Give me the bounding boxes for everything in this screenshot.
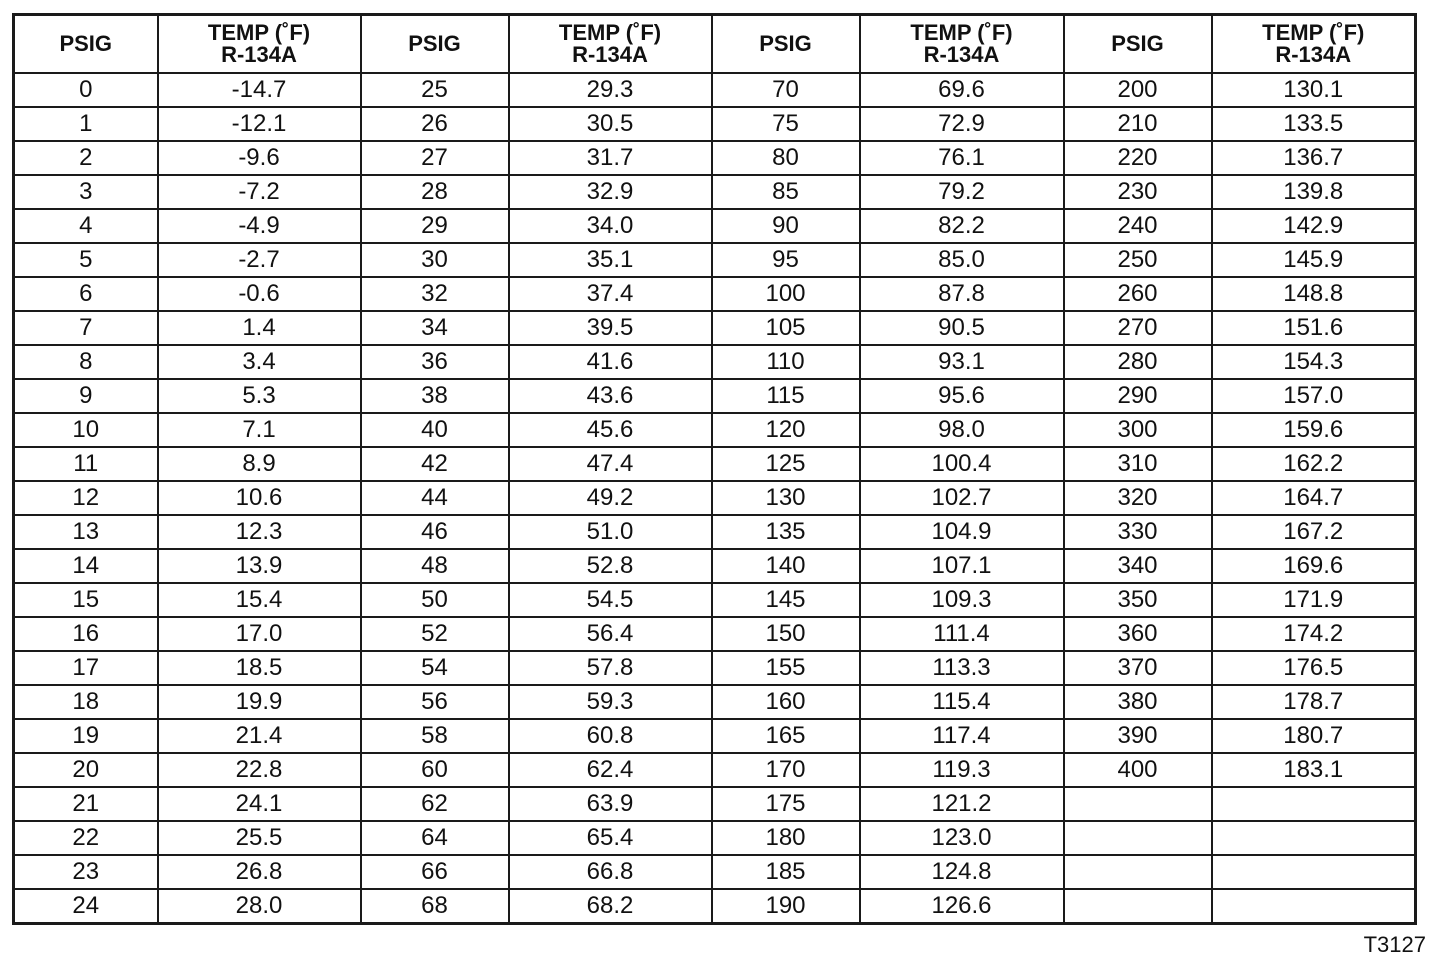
psig-cell: 95 <box>712 243 860 277</box>
psig-cell: 75 <box>712 107 860 141</box>
psig-cell: 165 <box>712 719 860 753</box>
temp-cell: 18.5 <box>158 651 361 685</box>
psig-cell: 38 <box>361 379 509 413</box>
temp-cell: 41.6 <box>509 345 712 379</box>
psig-cell: 62 <box>361 787 509 821</box>
temp-cell: 26.8 <box>158 855 361 889</box>
temp-cell: 133.5 <box>1212 107 1416 141</box>
temp-cell: 76.1 <box>860 141 1064 175</box>
temp-cell: 159.6 <box>1212 413 1416 447</box>
temp-cell: 130.1 <box>1212 73 1416 107</box>
pressure-temperature-table <box>12 13 1417 925</box>
psig-cell: 320 <box>1064 481 1212 515</box>
temp-cell: 45.6 <box>509 413 712 447</box>
psig-cell: 25 <box>361 73 509 107</box>
temp-cell: 115.4 <box>860 685 1064 719</box>
table-row <box>14 345 1416 379</box>
psig-cell: 20 <box>14 753 158 787</box>
temp-cell: 69.6 <box>860 73 1064 107</box>
psig-cell: 200 <box>1064 73 1212 107</box>
temp-cell: 22.8 <box>158 753 361 787</box>
temp-cell: 24.1 <box>158 787 361 821</box>
temp-cell: 171.9 <box>1212 583 1416 617</box>
temp-cell: 95.6 <box>860 379 1064 413</box>
table-row <box>14 73 1416 107</box>
temp-cell <box>1212 889 1416 924</box>
temp-cell: 32.9 <box>509 175 712 209</box>
temp-cell <box>1212 821 1416 855</box>
psig-cell: 50 <box>361 583 509 617</box>
temp-cell: 68.2 <box>509 889 712 924</box>
psig-cell: 160 <box>712 685 860 719</box>
temp-cell: 17.0 <box>158 617 361 651</box>
psig-cell: 170 <box>712 753 860 787</box>
psig-cell <box>1064 855 1212 889</box>
temp-cell: 28.0 <box>158 889 361 924</box>
temp-cell: 52.8 <box>509 549 712 583</box>
psig-cell: 66 <box>361 855 509 889</box>
temp-cell: 51.0 <box>509 515 712 549</box>
temp-header: TEMP (˚F) R-134A <box>1212 15 1416 74</box>
psig-cell: 4 <box>14 209 158 243</box>
psig-cell: 44 <box>361 481 509 515</box>
temp-cell: 37.4 <box>509 277 712 311</box>
psig-cell: 90 <box>712 209 860 243</box>
table-row <box>14 719 1416 753</box>
temp-cell: 5.3 <box>158 379 361 413</box>
temp-cell: 174.2 <box>1212 617 1416 651</box>
table-row <box>14 175 1416 209</box>
psig-cell: 21 <box>14 787 158 821</box>
temp-cell: 39.5 <box>509 311 712 345</box>
table-row <box>14 549 1416 583</box>
psig-cell: 40 <box>361 413 509 447</box>
psig-cell: 9 <box>14 379 158 413</box>
temp-header: TEMP (˚F) R-134A <box>509 15 712 74</box>
temp-cell: 34.0 <box>509 209 712 243</box>
psig-cell: 68 <box>361 889 509 924</box>
psig-header: PSIG <box>712 15 860 74</box>
psig-cell: 110 <box>712 345 860 379</box>
temp-cell: 93.1 <box>860 345 1064 379</box>
table-row <box>14 141 1416 175</box>
temp-cell: 10.6 <box>158 481 361 515</box>
temp-cell: 162.2 <box>1212 447 1416 481</box>
table-row <box>14 515 1416 549</box>
psig-cell: 105 <box>712 311 860 345</box>
psig-cell: 12 <box>14 481 158 515</box>
temp-cell: 117.4 <box>860 719 1064 753</box>
psig-cell: 64 <box>361 821 509 855</box>
psig-header: PSIG <box>361 15 509 74</box>
psig-cell: 310 <box>1064 447 1212 481</box>
psig-cell: 16 <box>14 617 158 651</box>
table-row <box>14 651 1416 685</box>
psig-cell: 18 <box>14 685 158 719</box>
figure-id-label: T3127 <box>1363 932 1426 957</box>
psig-cell: 130 <box>712 481 860 515</box>
table-row <box>14 685 1416 719</box>
psig-cell: 28 <box>361 175 509 209</box>
temp-cell: 107.1 <box>860 549 1064 583</box>
psig-cell: 380 <box>1064 685 1212 719</box>
table-body <box>14 73 1416 924</box>
temp-cell: 151.6 <box>1212 311 1416 345</box>
psig-cell: 60 <box>361 753 509 787</box>
psig-cell: 210 <box>1064 107 1212 141</box>
table-row <box>14 447 1416 481</box>
temp-cell: 30.5 <box>509 107 712 141</box>
temp-cell: 49.2 <box>509 481 712 515</box>
psig-cell: 46 <box>361 515 509 549</box>
temp-cell: -7.2 <box>158 175 361 209</box>
temp-cell: 102.7 <box>860 481 1064 515</box>
temp-cell: 124.8 <box>860 855 1064 889</box>
temp-cell: 31.7 <box>509 141 712 175</box>
table-row <box>14 107 1416 141</box>
table-row <box>14 617 1416 651</box>
psig-cell: 175 <box>712 787 860 821</box>
psig-cell: 190 <box>712 889 860 924</box>
temp-cell: 178.7 <box>1212 685 1416 719</box>
psig-cell: 23 <box>14 855 158 889</box>
temp-cell: 29.3 <box>509 73 712 107</box>
temp-cell: 66.8 <box>509 855 712 889</box>
psig-cell: 52 <box>361 617 509 651</box>
temp-cell: 142.9 <box>1212 209 1416 243</box>
temp-cell: 183.1 <box>1212 753 1416 787</box>
table-row <box>14 481 1416 515</box>
temp-cell: 59.3 <box>509 685 712 719</box>
psig-cell: 280 <box>1064 345 1212 379</box>
temp-cell: 126.6 <box>860 889 1064 924</box>
psig-cell: 180 <box>712 821 860 855</box>
psig-cell: 11 <box>14 447 158 481</box>
temp-cell: 13.9 <box>158 549 361 583</box>
psig-cell: 54 <box>361 651 509 685</box>
psig-cell: 270 <box>1064 311 1212 345</box>
temp-cell: 1.4 <box>158 311 361 345</box>
temp-cell: 119.3 <box>860 753 1064 787</box>
psig-cell: 260 <box>1064 277 1212 311</box>
table-row <box>14 379 1416 413</box>
temp-cell: 82.2 <box>860 209 1064 243</box>
temp-cell: 157.0 <box>1212 379 1416 413</box>
table-row <box>14 311 1416 345</box>
temp-cell <box>1212 855 1416 889</box>
psig-cell: 7 <box>14 311 158 345</box>
psig-cell: 58 <box>361 719 509 753</box>
psig-cell <box>1064 821 1212 855</box>
psig-cell: 1 <box>14 107 158 141</box>
psig-cell: 115 <box>712 379 860 413</box>
temp-cell: 148.8 <box>1212 277 1416 311</box>
psig-cell: 15 <box>14 583 158 617</box>
temp-cell: 98.0 <box>860 413 1064 447</box>
psig-cell: 24 <box>14 889 158 924</box>
temp-cell: -0.6 <box>158 277 361 311</box>
temp-cell: 139.8 <box>1212 175 1416 209</box>
psig-cell: 56 <box>361 685 509 719</box>
psig-cell: 2 <box>14 141 158 175</box>
temp-cell: 72.9 <box>860 107 1064 141</box>
temp-cell: 21.4 <box>158 719 361 753</box>
psig-cell: 26 <box>361 107 509 141</box>
temp-cell: 164.7 <box>1212 481 1416 515</box>
temp-cell <box>1212 787 1416 821</box>
psig-header: PSIG <box>1064 15 1212 74</box>
psig-cell <box>1064 889 1212 924</box>
psig-cell: 3 <box>14 175 158 209</box>
psig-cell: 370 <box>1064 651 1212 685</box>
psig-cell: 100 <box>712 277 860 311</box>
temp-cell: -2.7 <box>158 243 361 277</box>
psig-cell: 80 <box>712 141 860 175</box>
temp-cell: 123.0 <box>860 821 1064 855</box>
temp-cell: -4.9 <box>158 209 361 243</box>
temp-cell: 167.2 <box>1212 515 1416 549</box>
temp-cell: 35.1 <box>509 243 712 277</box>
psig-cell: 36 <box>361 345 509 379</box>
psig-cell: 32 <box>361 277 509 311</box>
temp-cell: 176.5 <box>1212 651 1416 685</box>
temp-cell: 12.3 <box>158 515 361 549</box>
header-row <box>14 15 1416 74</box>
psig-cell <box>1064 787 1212 821</box>
psig-cell: 135 <box>712 515 860 549</box>
psig-cell: 145 <box>712 583 860 617</box>
temp-cell: 111.4 <box>860 617 1064 651</box>
psig-cell: 240 <box>1064 209 1212 243</box>
table-row <box>14 277 1416 311</box>
temp-cell: -14.7 <box>158 73 361 107</box>
table-row <box>14 583 1416 617</box>
psig-cell: 70 <box>712 73 860 107</box>
temp-cell: 62.4 <box>509 753 712 787</box>
temp-cell: 104.9 <box>860 515 1064 549</box>
psig-cell: 140 <box>712 549 860 583</box>
temp-cell: 154.3 <box>1212 345 1416 379</box>
temp-cell: 79.2 <box>860 175 1064 209</box>
psig-cell: 360 <box>1064 617 1212 651</box>
temp-cell: 87.8 <box>860 277 1064 311</box>
temp-cell: -9.6 <box>158 141 361 175</box>
temp-cell: 43.6 <box>509 379 712 413</box>
psig-cell: 125 <box>712 447 860 481</box>
temp-cell: 19.9 <box>158 685 361 719</box>
psig-cell: 150 <box>712 617 860 651</box>
table-row <box>14 787 1416 821</box>
psig-cell: 48 <box>361 549 509 583</box>
psig-cell: 0 <box>14 73 158 107</box>
temp-cell: 60.8 <box>509 719 712 753</box>
table-row <box>14 821 1416 855</box>
psig-cell: 13 <box>14 515 158 549</box>
table-row <box>14 753 1416 787</box>
psig-cell: 350 <box>1064 583 1212 617</box>
temp-cell: 90.5 <box>860 311 1064 345</box>
psig-cell: 27 <box>361 141 509 175</box>
psig-cell: 30 <box>361 243 509 277</box>
pressure-temperature-table-container <box>12 13 1414 925</box>
psig-cell: 14 <box>14 549 158 583</box>
psig-cell: 42 <box>361 447 509 481</box>
temp-cell: 100.4 <box>860 447 1064 481</box>
psig-cell: 29 <box>361 209 509 243</box>
psig-cell: 330 <box>1064 515 1212 549</box>
table-row <box>14 243 1416 277</box>
temp-cell: 56.4 <box>509 617 712 651</box>
temp-cell: -12.1 <box>158 107 361 141</box>
temp-cell: 121.2 <box>860 787 1064 821</box>
temp-cell: 136.7 <box>1212 141 1416 175</box>
psig-cell: 400 <box>1064 753 1212 787</box>
psig-cell: 185 <box>712 855 860 889</box>
psig-cell: 390 <box>1064 719 1212 753</box>
temp-cell: 63.9 <box>509 787 712 821</box>
psig-cell: 5 <box>14 243 158 277</box>
psig-cell: 340 <box>1064 549 1212 583</box>
psig-cell: 8 <box>14 345 158 379</box>
psig-cell: 300 <box>1064 413 1212 447</box>
psig-cell: 290 <box>1064 379 1212 413</box>
temp-cell: 180.7 <box>1212 719 1416 753</box>
psig-cell: 22 <box>14 821 158 855</box>
psig-cell: 155 <box>712 651 860 685</box>
temp-cell: 65.4 <box>509 821 712 855</box>
psig-cell: 230 <box>1064 175 1212 209</box>
psig-cell: 17 <box>14 651 158 685</box>
temp-cell: 54.5 <box>509 583 712 617</box>
temp-cell: 113.3 <box>860 651 1064 685</box>
temp-cell: 169.6 <box>1212 549 1416 583</box>
psig-cell: 220 <box>1064 141 1212 175</box>
psig-cell: 6 <box>14 277 158 311</box>
temp-cell: 47.4 <box>509 447 712 481</box>
temp-cell: 15.4 <box>158 583 361 617</box>
temp-cell: 85.0 <box>860 243 1064 277</box>
psig-cell: 250 <box>1064 243 1212 277</box>
temp-cell: 145.9 <box>1212 243 1416 277</box>
psig-cell: 120 <box>712 413 860 447</box>
temp-cell: 109.3 <box>860 583 1064 617</box>
psig-header: PSIG <box>14 15 158 74</box>
temp-header: TEMP (˚F) R-134A <box>158 15 361 74</box>
psig-cell: 19 <box>14 719 158 753</box>
table-row <box>14 413 1416 447</box>
temp-cell: 8.9 <box>158 447 361 481</box>
psig-cell: 34 <box>361 311 509 345</box>
temp-header: TEMP (˚F) R-134A <box>860 15 1064 74</box>
temp-cell: 3.4 <box>158 345 361 379</box>
table-row <box>14 855 1416 889</box>
temp-cell: 25.5 <box>158 821 361 855</box>
psig-cell: 85 <box>712 175 860 209</box>
table-row <box>14 889 1416 924</box>
temp-cell: 7.1 <box>158 413 361 447</box>
psig-cell: 10 <box>14 413 158 447</box>
temp-cell: 57.8 <box>509 651 712 685</box>
table-row <box>14 209 1416 243</box>
